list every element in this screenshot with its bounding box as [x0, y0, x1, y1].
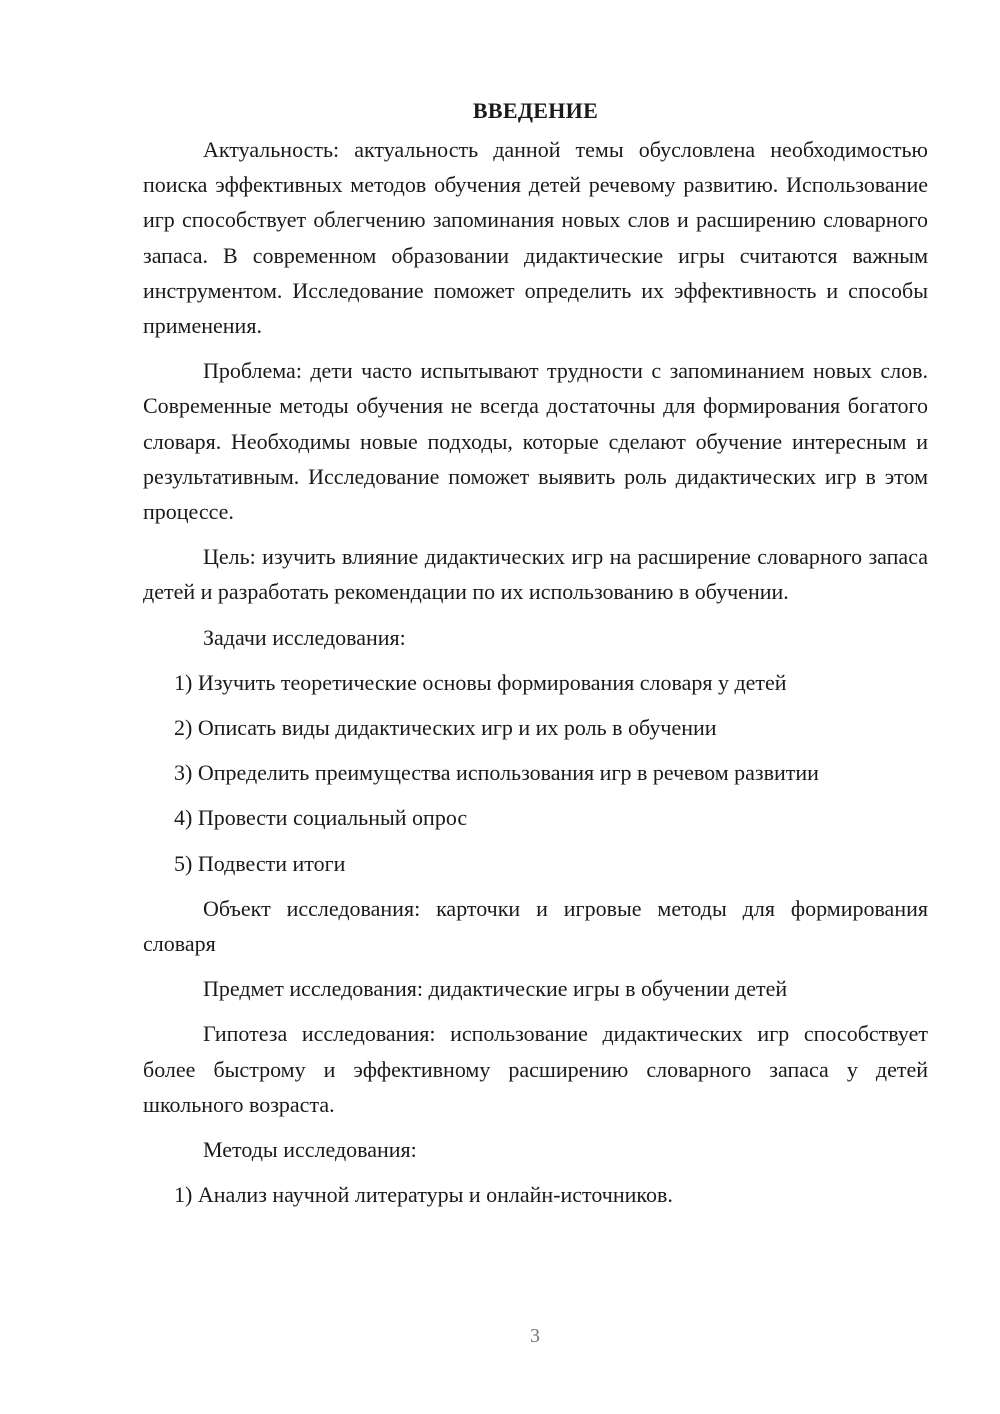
subject-paragraph: Предмет исследования: дидактические игры в обучении детей: [203, 976, 788, 1002]
page-number: 3: [530, 1325, 540, 1347]
tasks-label: Задачи исследования:: [203, 624, 406, 650]
relevance-paragraph: Актуальность: актуальность данной темы обусловлена необходимостью поиска эффективных методов обучения детей речевому развитию. Использование игр способствует облегчению запоминания новых слов и расширению словарного запаса. В современном образовании дидактические игры считаются важным инструментом. Исследование поможет определить их эффективность и способы применения.: [143, 137, 928, 339]
methods-list: [143, 1177, 928, 1212]
list-item: 2) Описать виды дидактических игр и их роль в обучении: [174, 715, 717, 741]
list-item: 5) Подвести итоги: [174, 850, 346, 876]
methods-label: Методы исследования:: [203, 1137, 417, 1163]
tasks-list: [143, 665, 928, 881]
list-item: 3) Определить преимущества использования игр в речевом развитии: [174, 760, 819, 786]
object-paragraph: Объект исследования: карточки и игровые методы для формирования словаря: [143, 895, 928, 957]
page-title: ВВЕДЕНИЕ: [472, 98, 599, 123]
problem-paragraph: Проблема: дети часто испытывают трудности с запоминанием новых слов. Современные методы обучения не всегда достаточны для формирования богатого словаря. Необходимы новые подходы, которые сделают обучение интересным и результативным. Исследование поможет выявить роль дидактических игр в этом процессе.: [143, 358, 928, 525]
list-item: 1) Анализ научной литературы и онлайн-источников.: [174, 1182, 673, 1208]
list-item: 4) Провести социальный опрос: [174, 805, 468, 831]
hypothesis-paragraph: Гипотеза исследования: использование дидактических игр способствует более быстрому и эффективному расширению словарного запаса у детей школьного возраста.: [143, 1021, 928, 1117]
goal-paragraph: Цель: изучить влияние дидактических игр на расширение словарного запаса детей и разработать рекомендации по их использованию в обучении.: [143, 544, 928, 605]
document-page: [143, 96, 928, 1222]
list-item: 1) Изучить теоретические основы формирования словаря у детей: [174, 669, 787, 695]
